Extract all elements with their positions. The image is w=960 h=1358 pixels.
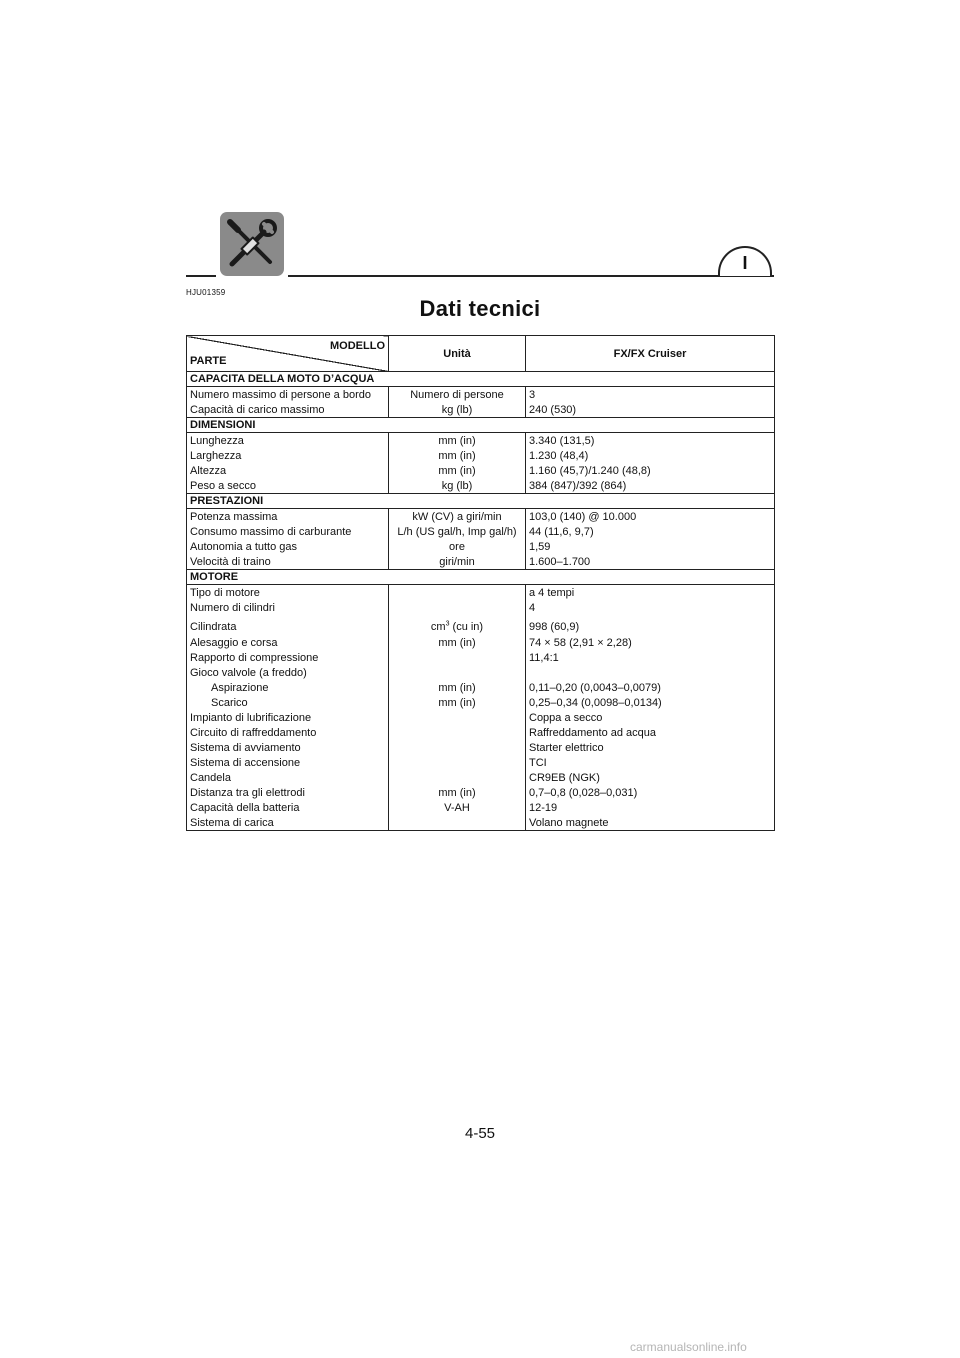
- unit-cell: mm (in): [389, 680, 526, 695]
- value-cell: 1.600–1.700: [526, 554, 775, 570]
- part-cell: Impianto di lubrificazione: [187, 710, 389, 725]
- table-row: [187, 463, 775, 478]
- unit-cell: mm (in): [389, 635, 526, 650]
- unit-suffix: (cu in): [449, 621, 484, 633]
- value-cell: 1,59: [526, 539, 775, 554]
- unit-cell: [389, 710, 526, 725]
- unit-cell: [389, 585, 526, 601]
- unit-cell: [389, 600, 526, 615]
- page-title: Dati tecnici: [419, 296, 541, 321]
- page-number: 4-55: [464, 1125, 496, 1142]
- section-title: PRESTAZIONI: [187, 494, 775, 509]
- value-cell: Raffreddamento ad acqua: [526, 725, 775, 740]
- table-row: [187, 770, 775, 785]
- unit-cell: [389, 815, 526, 831]
- section-title: MOTORE: [187, 570, 775, 585]
- document-code: HJU01359: [186, 288, 226, 297]
- value-cell: 0,11–0,20 (0,0043–0,0079): [526, 680, 775, 695]
- unit-cell: mm (in): [389, 463, 526, 478]
- unit-cell: Numero di persone: [389, 387, 526, 403]
- table-row: [187, 680, 775, 695]
- part-cell: Distanza tra gli elettrodi: [187, 785, 389, 800]
- table-row: [187, 478, 775, 494]
- table-row: [187, 524, 775, 539]
- part-cell: Numero di cilindri: [187, 600, 389, 615]
- value-cell: 74 × 58 (2,91 × 2,28): [526, 635, 775, 650]
- header-unit-label: Unità: [389, 336, 526, 372]
- specifications-table: [186, 335, 775, 831]
- table-row: [187, 650, 775, 665]
- value-cell: 998 (60,9): [526, 615, 775, 635]
- table-row: [187, 725, 775, 740]
- unit-cell: [389, 740, 526, 755]
- part-cell: Candela: [187, 770, 389, 785]
- table-row: [187, 635, 775, 650]
- part-cell: Circuito di raffreddamento: [187, 725, 389, 740]
- value-cell: Coppa a secco: [526, 710, 775, 725]
- value-cell: 384 (847)/392 (864): [526, 478, 775, 494]
- value-cell: 103,0 (140) @ 10.000: [526, 509, 775, 525]
- table-row: [187, 815, 775, 831]
- table-row: [187, 433, 775, 449]
- language-badge: I: [718, 246, 772, 276]
- table-row: [187, 755, 775, 770]
- table-row: [187, 402, 775, 418]
- value-cell: 1.160 (45,7)/1.240 (48,8): [526, 463, 775, 478]
- value-cell: 3.340 (131,5): [526, 433, 775, 449]
- part-cell: Larghezza: [187, 448, 389, 463]
- table-row: [187, 665, 775, 680]
- section-title: CAPACITA DELLA MOTO D’ACQUA: [187, 372, 775, 387]
- watermark: carmanualsonline.info: [630, 1340, 747, 1354]
- section-title: DIMENSIONI: [187, 418, 775, 433]
- unit-cell: mm (in): [389, 695, 526, 710]
- value-cell: TCI: [526, 755, 775, 770]
- part-cell: Peso a secco: [187, 478, 389, 494]
- header-diagonal-cell: [187, 336, 389, 372]
- unit-cell: ore: [389, 539, 526, 554]
- unit-cell: [389, 665, 526, 680]
- table-row: [187, 600, 775, 615]
- part-cell: Cilindrata: [187, 615, 389, 635]
- part-cell: Aspirazione: [187, 680, 389, 695]
- section-header-row: [187, 372, 775, 387]
- part-cell: Potenza massima: [187, 509, 389, 525]
- value-cell: 11,4:1: [526, 650, 775, 665]
- value-cell: 12-19: [526, 800, 775, 815]
- table-row: [187, 710, 775, 725]
- section-header-row: [187, 570, 775, 585]
- unit-cell: [389, 755, 526, 770]
- unit-cell: [389, 725, 526, 740]
- value-cell: a 4 tempi: [526, 585, 775, 601]
- table-row: [187, 695, 775, 710]
- part-cell: Velocità di traino: [187, 554, 389, 570]
- unit-cell: L/h (US gal/h, Imp gal/h): [389, 524, 526, 539]
- part-cell: Capacità della batteria: [187, 800, 389, 815]
- unit-cell: mm (in): [389, 785, 526, 800]
- unit-cell: kW (CV) a giri/min: [389, 509, 526, 525]
- table-row: [187, 387, 775, 403]
- unit-cell: V-AH: [389, 800, 526, 815]
- part-cell: Tipo di motore: [187, 585, 389, 601]
- part-cell: Altezza: [187, 463, 389, 478]
- unit-cell: giri/min: [389, 554, 526, 570]
- table-row: [187, 785, 775, 800]
- value-cell: Starter elettrico: [526, 740, 775, 755]
- unit-cell: [389, 770, 526, 785]
- part-cell: Sistema di carica: [187, 815, 389, 831]
- part-cell: Capacità di carico massimo: [187, 402, 389, 418]
- part-cell: Sistema di avviamento: [187, 740, 389, 755]
- table-row: [187, 740, 775, 755]
- value-cell: 240 (530): [526, 402, 775, 418]
- table-row: [187, 554, 775, 570]
- header-model-label: MODELLO: [330, 340, 385, 352]
- unit-cell: kg (lb): [389, 402, 526, 418]
- part-cell: Sistema di accensione: [187, 755, 389, 770]
- value-cell: Volano magnete: [526, 815, 775, 831]
- section-header-row: [187, 494, 775, 509]
- header-rule-left: [186, 275, 216, 277]
- part-cell: Lunghezza: [187, 433, 389, 449]
- header-part-label: PARTE: [190, 355, 227, 367]
- unit-superscript: 3: [445, 620, 450, 628]
- part-cell: Rapporto di compressione: [187, 650, 389, 665]
- table-row: [187, 539, 775, 554]
- part-cell: Scarico: [187, 695, 389, 710]
- unit-cell: kg (lb): [389, 478, 526, 494]
- part-cell: Consumo massimo di carburante: [187, 524, 389, 539]
- table-row: [187, 800, 775, 815]
- table-row: [187, 448, 775, 463]
- value-cell: [526, 665, 775, 680]
- value-cell: 4: [526, 600, 775, 615]
- table-header-row: [187, 336, 775, 372]
- header-value-label: FX/FX Cruiser: [526, 336, 775, 372]
- part-cell: Alesaggio e corsa: [187, 635, 389, 650]
- part-cell: Gioco valvole (a freddo): [187, 665, 389, 680]
- table-body: [187, 372, 775, 831]
- value-cell: 0,25–0,34 (0,0098–0,0134): [526, 695, 775, 710]
- table-row: [187, 509, 775, 525]
- part-cell: Autonomia a tutto gas: [187, 539, 389, 554]
- part-cell: Numero massimo di persone a bordo: [187, 387, 389, 403]
- section-header-row: [187, 418, 775, 433]
- value-cell: 1.230 (48,4): [526, 448, 775, 463]
- unit-base: cm: [430, 621, 446, 633]
- tools-icon: [220, 212, 284, 276]
- value-cell: 3: [526, 387, 775, 403]
- header-rule-right: [288, 275, 774, 277]
- table-row: [187, 585, 775, 601]
- unit-cell: mm (in): [389, 448, 526, 463]
- value-cell: 0,7–0,8 (0,028–0,031): [526, 785, 775, 800]
- unit-cell: [389, 615, 526, 635]
- value-cell: CR9EB (NGK): [526, 770, 775, 785]
- unit-cell: [389, 650, 526, 665]
- unit-cell: mm (in): [389, 433, 526, 449]
- table-row: [187, 615, 775, 635]
- value-cell: 44 (11,6, 9,7): [526, 524, 775, 539]
